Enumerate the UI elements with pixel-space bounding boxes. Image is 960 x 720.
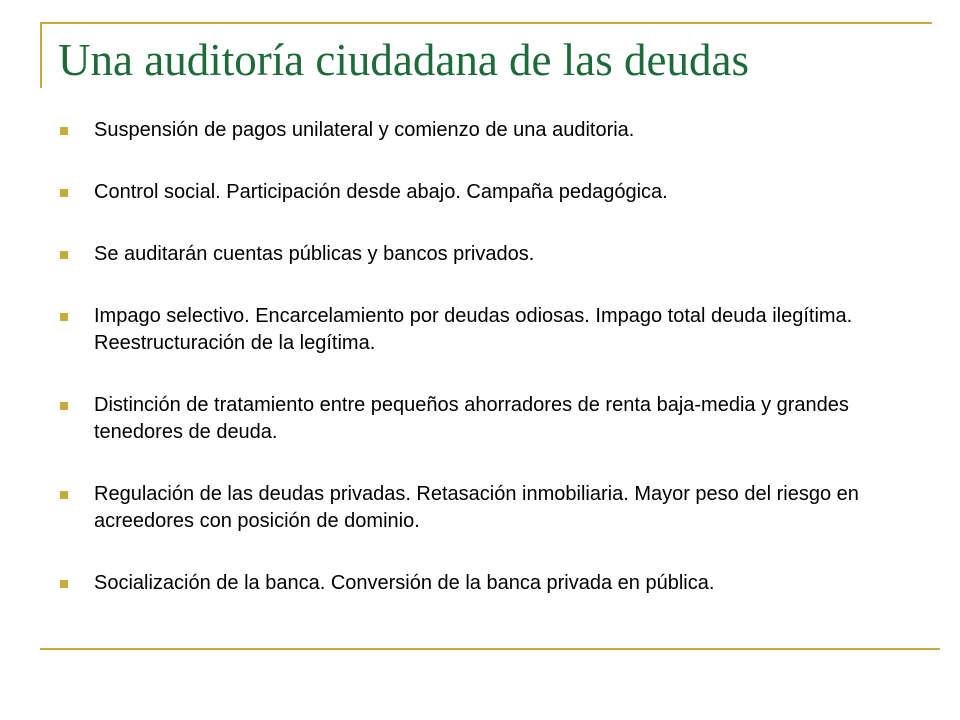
bullet-item (58, 241, 888, 268)
square-bullet-icon (60, 127, 68, 135)
square-bullet-icon (60, 491, 68, 499)
bottom-accent-rule (40, 648, 940, 650)
bullet-text: Suspensión de pagos unilateral y comienzo de una auditoria. (94, 119, 635, 141)
top-accent-rule (40, 22, 932, 24)
left-accent-rule (40, 22, 42, 88)
bullet-item (58, 117, 888, 144)
slide-title: Una auditoría ciudadana de las deudas (58, 35, 749, 85)
square-bullet-icon (60, 402, 68, 410)
square-bullet-icon (60, 580, 68, 588)
bullet-item (58, 179, 888, 206)
bullet-text: Socialización de la banca. Conversión de la banca privada en pública. (94, 572, 715, 594)
bullet-text: Impago selectivo. Encarcelamiento por deudas odiosas. Impago total deuda ilegítima. Reestructuración de la legítima. (94, 305, 853, 354)
bullet-item (58, 570, 888, 597)
bullet-text: Distinción de tratamiento entre pequeños ahorradores de renta baja-media y grandes tenedores de deuda. (94, 394, 849, 443)
bullet-text: Control social. Participación desde abajo. Campaña pedagógica. (94, 181, 668, 203)
bullet-item (58, 392, 888, 446)
bullet-text: Regulación de las deudas privadas. Retasación inmobiliaria. Mayor peso del riesgo en acreedores con posición de dominio. (94, 483, 859, 532)
bullet-item (58, 481, 888, 535)
square-bullet-icon (60, 313, 68, 321)
bullet-item (58, 303, 888, 357)
square-bullet-icon (60, 251, 68, 259)
bullet-text: Se auditarán cuentas públicas y bancos privados. (94, 243, 535, 265)
bullet-list (58, 117, 888, 597)
square-bullet-icon (60, 189, 68, 197)
